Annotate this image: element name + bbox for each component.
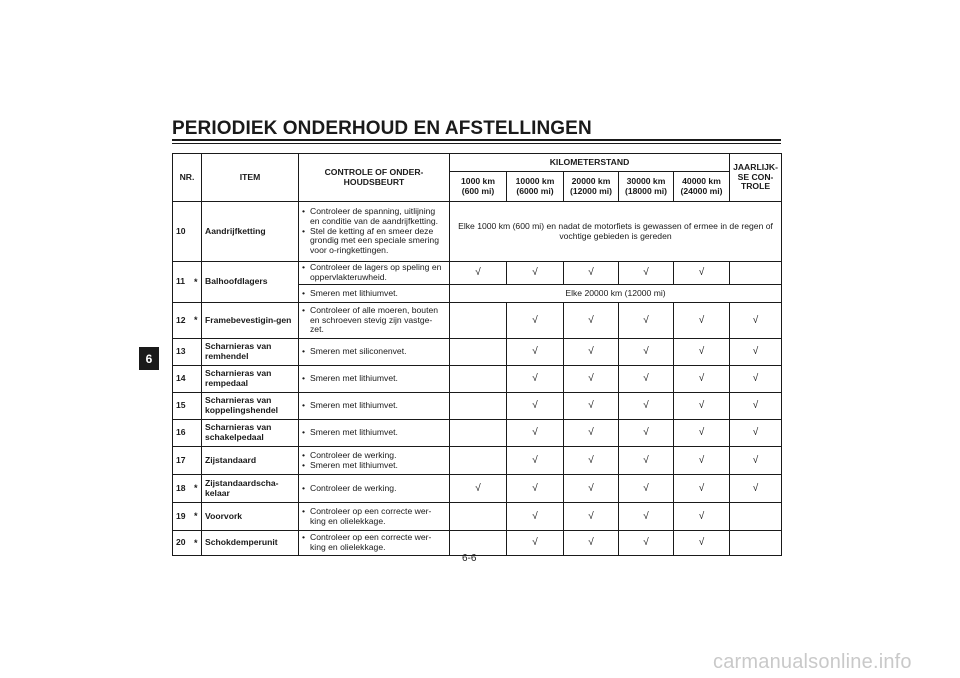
row-mark xyxy=(191,393,202,420)
row-actions xyxy=(299,202,450,262)
check-mark: √ xyxy=(619,393,674,420)
check-mark: √ xyxy=(730,303,782,339)
row-item: Scharnieras van remhendel xyxy=(202,339,299,366)
check-mark: √ xyxy=(674,475,730,503)
check-mark: √ xyxy=(674,393,730,420)
header-km-3: 20000 km (12000 mi) xyxy=(564,172,619,202)
row-item: Zijstandaard xyxy=(202,447,299,475)
table-row xyxy=(173,339,782,366)
row-actions xyxy=(299,393,450,420)
row-actions xyxy=(299,366,450,393)
check-mark: √ xyxy=(507,393,564,420)
check-mark xyxy=(450,366,507,393)
row-mark xyxy=(191,366,202,393)
check-mark: √ xyxy=(730,475,782,503)
action-item: • Smeren met siliconenvet. xyxy=(302,347,446,357)
check-mark: √ xyxy=(507,503,564,531)
row-number: 17 xyxy=(173,447,191,475)
table-row xyxy=(173,393,782,420)
row-number: 18 xyxy=(173,475,191,503)
row-actions xyxy=(299,475,450,503)
row-mark xyxy=(191,420,202,447)
chapter-tab: 6 xyxy=(139,347,159,370)
action-item: • Smeren met lithiumvet. xyxy=(302,401,446,411)
check-mark: √ xyxy=(674,447,730,475)
row-item: Framebevestigin-gen xyxy=(202,303,299,339)
table-row xyxy=(173,262,782,285)
check-mark: √ xyxy=(730,447,782,475)
header-km-5: 40000 km (24000 mi) xyxy=(674,172,730,202)
check-mark: √ xyxy=(674,366,730,393)
row-mark xyxy=(191,447,202,475)
page-title: PERIODIEK ONDERHOUD EN AFSTELLINGEN xyxy=(172,118,592,139)
header-nr: NR. xyxy=(173,154,202,202)
action-item: • Controleer de lagers op speling en oppervlakteruwheid. xyxy=(302,263,446,282)
row-item: Scharnieras van schakelpedaal xyxy=(202,420,299,447)
row-mark xyxy=(191,339,202,366)
action-item: • Controleer de werking. xyxy=(302,484,446,494)
action-item: • Controleer de spanning, uitlijning en conditie van de aandrijfketting. xyxy=(302,207,446,226)
row-item: Scharnieras van rempedaal xyxy=(202,366,299,393)
check-mark: √ xyxy=(619,475,674,503)
row-actions xyxy=(299,262,450,285)
row-number: 11 xyxy=(173,262,191,303)
check-mark: √ xyxy=(450,262,507,285)
check-mark: √ xyxy=(730,393,782,420)
check-mark: √ xyxy=(507,303,564,339)
check-mark xyxy=(730,262,782,285)
maintenance-table xyxy=(172,153,782,556)
check-mark: √ xyxy=(564,303,619,339)
check-mark: √ xyxy=(674,339,730,366)
row-mark: * xyxy=(191,475,202,503)
check-mark: √ xyxy=(619,420,674,447)
row-item: Balhoofdlagers xyxy=(202,262,299,303)
action-item: • Smeren met lithiumvet. xyxy=(302,461,446,471)
check-mark: √ xyxy=(564,262,619,285)
check-mark xyxy=(450,531,507,556)
row-actions xyxy=(299,420,450,447)
table-row xyxy=(173,202,782,262)
check-mark: √ xyxy=(674,531,730,556)
check-mark: √ xyxy=(674,303,730,339)
row-mark: * xyxy=(191,303,202,339)
header-yearly: JAARLIJK-SE CON-TROLE xyxy=(730,154,782,202)
check-mark xyxy=(450,339,507,366)
check-mark: √ xyxy=(507,531,564,556)
check-mark: √ xyxy=(674,262,730,285)
action-item: • Controleer op een correcte wer-king en olielekkage. xyxy=(302,507,446,526)
check-mark: √ xyxy=(564,339,619,366)
check-mark: √ xyxy=(619,303,674,339)
table-row xyxy=(173,475,782,503)
check-mark: √ xyxy=(619,503,674,531)
check-mark: √ xyxy=(507,420,564,447)
check-mark: √ xyxy=(674,503,730,531)
check-mark: √ xyxy=(730,420,782,447)
check-mark: √ xyxy=(564,366,619,393)
check-mark xyxy=(450,503,507,531)
check-mark: √ xyxy=(619,531,674,556)
check-mark: √ xyxy=(564,531,619,556)
table-row xyxy=(173,366,782,393)
check-mark: √ xyxy=(507,475,564,503)
row-actions xyxy=(299,285,450,303)
check-mark: √ xyxy=(450,475,507,503)
check-mark: √ xyxy=(564,393,619,420)
check-mark: √ xyxy=(619,339,674,366)
row-number: 19 xyxy=(173,503,191,531)
header-km-4: 30000 km (18000 mi) xyxy=(619,172,674,202)
row-actions xyxy=(299,447,450,475)
check-mark: √ xyxy=(674,420,730,447)
row-number: 10 xyxy=(173,202,191,262)
row-number: 12 xyxy=(173,303,191,339)
table-row xyxy=(173,531,782,556)
row-actions xyxy=(299,503,450,531)
action-item: • Smeren met lithiumvet. xyxy=(302,374,446,384)
check-mark: √ xyxy=(564,420,619,447)
check-mark: √ xyxy=(730,339,782,366)
check-mark: √ xyxy=(619,262,674,285)
check-mark xyxy=(450,303,507,339)
table-row xyxy=(173,447,782,475)
check-mark xyxy=(730,531,782,556)
table-row xyxy=(173,503,782,531)
title-rule xyxy=(172,139,781,141)
title-rule-thin xyxy=(172,143,781,144)
action-item: • Smeren met lithiumvet. xyxy=(302,428,446,438)
row-number: 14 xyxy=(173,366,191,393)
row-mark: * xyxy=(191,503,202,531)
check-mark: √ xyxy=(564,475,619,503)
check-mark: √ xyxy=(730,366,782,393)
header-item: ITEM xyxy=(202,154,299,202)
watermark: carmanualsonline.info xyxy=(713,651,912,673)
header-kilometerstand: KILOMETERSTAND xyxy=(450,154,730,172)
check-mark: √ xyxy=(619,366,674,393)
interval-text: Elke 1000 km (600 mi) en nadat de motorfiets is gewassen of ermee in de regen of vochtige gebieden is gereden xyxy=(450,202,782,262)
row-item: Scharnieras van koppelingshendel xyxy=(202,393,299,420)
action-item: • Controleer de werking. xyxy=(302,451,446,461)
action-item: • Controleer of alle moeren, bouten en schroeven stevig zijn vastge-zet. xyxy=(302,306,446,335)
header-km-2: 10000 km (6000 mi) xyxy=(507,172,564,202)
action-item: • Controleer op een correcte wer-king en olielekkage. xyxy=(302,533,446,552)
row-item: Aandrijfketting xyxy=(202,202,299,262)
header-km-1: 1000 km (600 mi) xyxy=(450,172,507,202)
check-mark xyxy=(450,420,507,447)
row-number: 16 xyxy=(173,420,191,447)
row-number: 15 xyxy=(173,393,191,420)
row-item: Voorvork xyxy=(202,503,299,531)
row-item: Schokdemperunit xyxy=(202,531,299,556)
check-mark: √ xyxy=(619,447,674,475)
check-mark: √ xyxy=(507,262,564,285)
row-actions xyxy=(299,339,450,366)
check-mark: √ xyxy=(507,366,564,393)
row-mark xyxy=(191,202,202,262)
interval-text: Elke 20000 km (12000 mi) xyxy=(450,285,782,303)
row-item: Zijstandaardscha-kelaar xyxy=(202,475,299,503)
table-row xyxy=(173,420,782,447)
check-mark: √ xyxy=(507,339,564,366)
check-mark xyxy=(730,503,782,531)
table-row xyxy=(173,303,782,339)
row-actions xyxy=(299,303,450,339)
row-actions xyxy=(299,531,450,556)
check-mark: √ xyxy=(564,447,619,475)
check-mark: √ xyxy=(564,503,619,531)
header-control: CONTROLE OF ONDER-HOUDSBEURT xyxy=(299,154,450,202)
check-mark xyxy=(450,393,507,420)
row-number: 20 xyxy=(173,531,191,556)
action-item: • Stel de ketting af en smeer deze grondig met een speciale smering voor o-ringkettingen. xyxy=(302,227,446,256)
row-mark: * xyxy=(191,262,202,303)
row-mark: * xyxy=(191,531,202,556)
row-number: 13 xyxy=(173,339,191,366)
check-mark xyxy=(450,447,507,475)
check-mark: √ xyxy=(507,447,564,475)
action-item: • Smeren met lithiumvet. xyxy=(302,289,446,299)
page-number: 6-6 xyxy=(462,553,477,564)
